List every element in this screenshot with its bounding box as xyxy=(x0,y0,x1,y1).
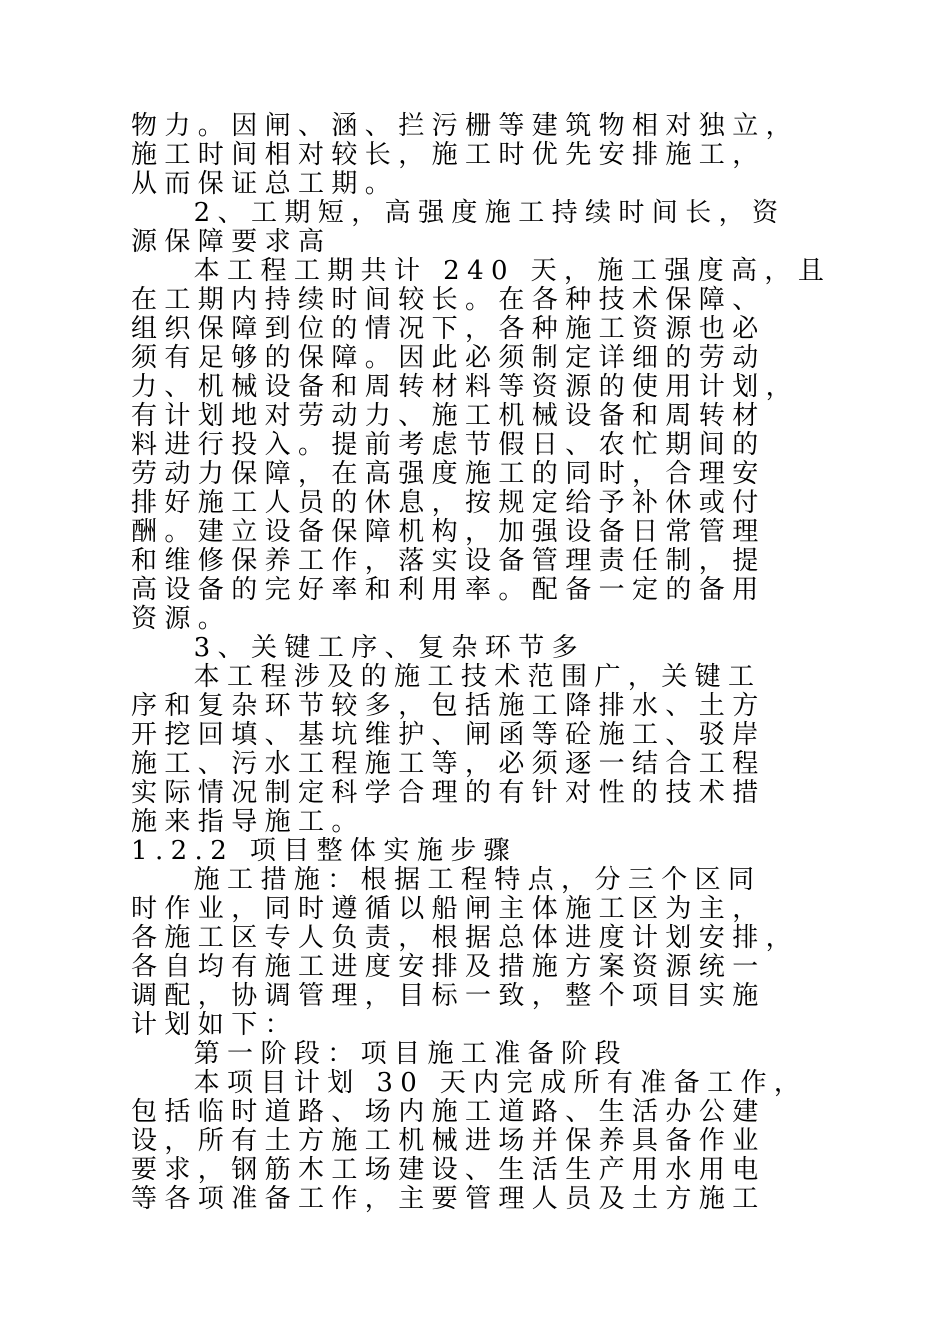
text-line: 本项目计划 30 天内完成所有准备工作， xyxy=(131,1068,808,1098)
text-line: 本工程涉及的施工技术范围广，关键工 xyxy=(131,662,762,692)
text-line: 有计划地对劳动力、施工机械设备和周转材 xyxy=(131,401,766,431)
subsection-heading: 1.2.2 项目整体实施步骤 xyxy=(131,836,518,866)
text-line: 资源。 xyxy=(131,604,232,634)
document-page xyxy=(131,112,851,1214)
text-line: 高设备的完好率和利用率。配备一定的备用 xyxy=(131,575,766,605)
text-line: 包括临时道路、场内施工道路、生活办公建 xyxy=(131,1097,766,1127)
text-line: 酬。建立设备保障机构，加强设备日常管理 xyxy=(131,517,766,547)
text-line: 要求，钢筋木工场建设、生活生产用水用电 xyxy=(131,1155,766,1185)
text-line: 施工、污水工程施工等，必须逐一结合工程 xyxy=(131,749,766,779)
text-line: 计划如下： xyxy=(131,1010,299,1040)
text-line: 等各项准备工作，主要管理人员及土方施工 xyxy=(131,1184,766,1214)
text-line: 劳动力保障，在高强度施工的同时，合理安 xyxy=(131,459,766,489)
text-line: 料进行投入。提前考虑节假日、农忙期间的 xyxy=(131,430,766,460)
text-line: 施工时间相对较长，施工时优先安排施工， xyxy=(131,140,766,170)
text-line: 施工措施：根据工程特点，分三个区同 xyxy=(131,865,762,895)
text-line: 各自均有施工进度安排及措施方案资源统一 xyxy=(131,952,766,982)
text-line: 序和复杂环节较多，包括施工降排水、土方 xyxy=(131,691,766,721)
section-heading: 3、关键工序、复杂环节多 xyxy=(131,633,586,663)
text-line: 实际情况制定科学合理的有针对性的技术措 xyxy=(131,778,766,808)
section-heading: 2、工期短，高强度施工持续时间长，资 xyxy=(131,198,786,228)
text-line: 从而保证总工期。 xyxy=(131,169,399,199)
text-line: 调配，协调管理，目标一致，整个项目实施 xyxy=(131,981,766,1011)
text-line: 本工程工期共计 240 天，施工强度高，且 xyxy=(131,256,832,286)
text-line: 各施工区专人负责，根据总体进度计划安排， xyxy=(131,923,800,953)
text-line: 在工期内持续时间较长。在各种技术保障、 xyxy=(131,285,766,315)
text-line: 须有足够的保障。因此必须制定详细的劳动 xyxy=(131,343,766,373)
text-line: 设，所有土方施工机械进场并保养具备作业 xyxy=(131,1126,766,1156)
text-line: 时作业，同时遵循以船闸主体施工区为主， xyxy=(131,894,766,924)
text-line: 施来指导施工。 xyxy=(131,807,365,837)
stage-heading: 第一阶段：项目施工准备阶段 xyxy=(131,1039,628,1069)
text-line: 组织保障到位的情况下，各种施工资源也必 xyxy=(131,314,766,344)
text-line: 排好施工人员的休息，按规定给予补休或付 xyxy=(131,488,766,518)
text-line: 物力。因闸、涵、拦污栅等建筑物相对独立， xyxy=(131,111,800,141)
text-line: 和维修保养工作，落实设备管理责任制，提 xyxy=(131,546,766,576)
section-heading: 源保障要求高 xyxy=(131,227,332,257)
text-line: 开挖回填、基坑维护、闸函等砼施工、驳岸 xyxy=(131,720,766,750)
text-line: 力、机械设备和周转材料等资源的使用计划， xyxy=(131,372,800,402)
